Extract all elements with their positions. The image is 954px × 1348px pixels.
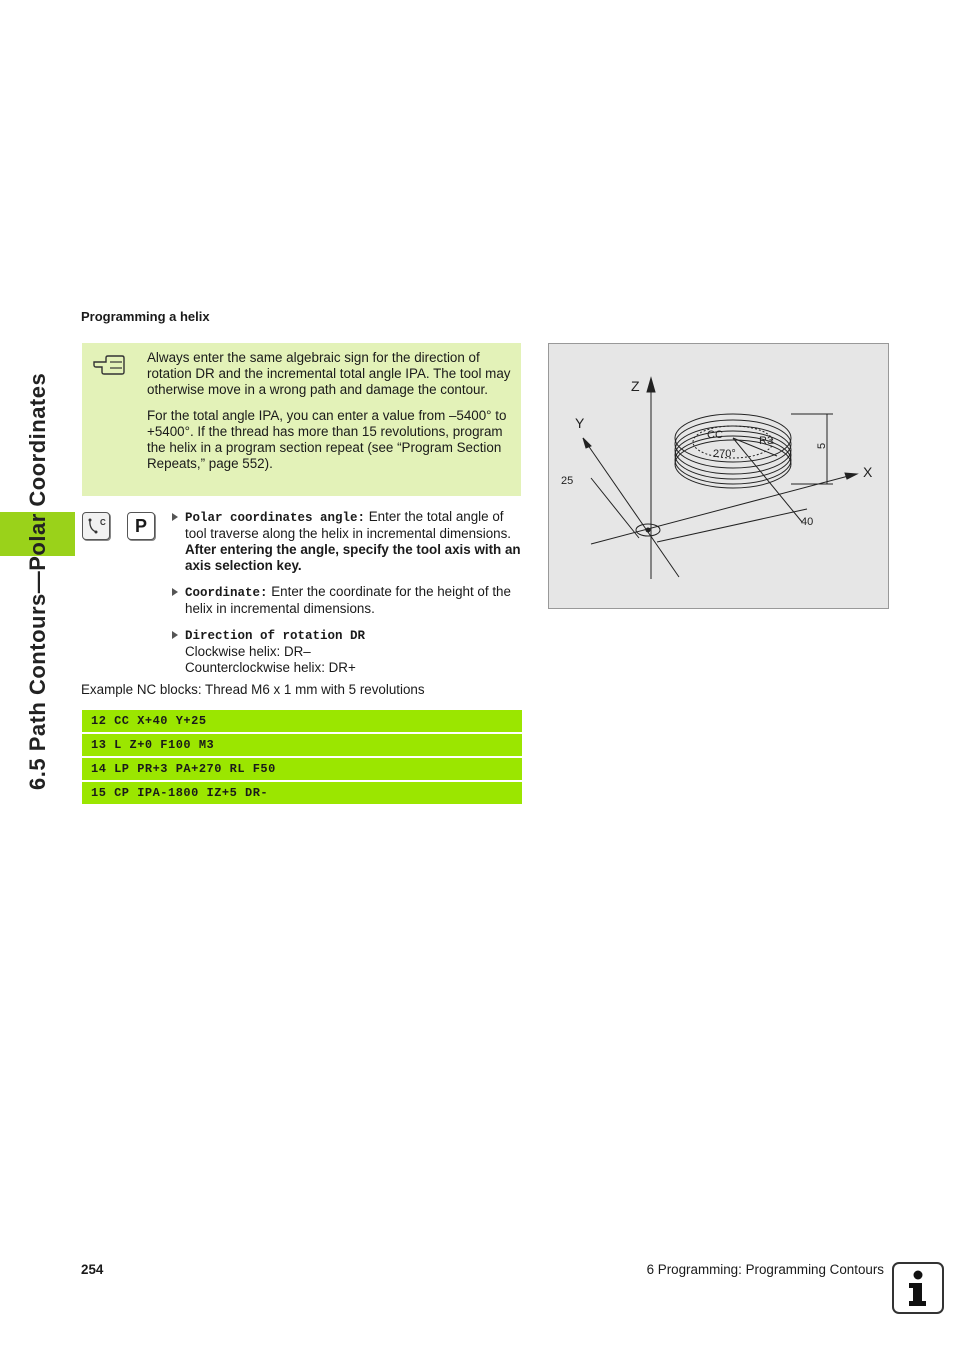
circular-path-key[interactable] <box>82 512 110 540</box>
step-direction <box>172 627 524 676</box>
step-bold-text: After entering the angle, specify the tool axis with an axis selection key. <box>185 542 521 573</box>
page-number: 254 <box>81 1262 104 1277</box>
section-heading: Programming a helix <box>81 309 210 324</box>
polar-key-p[interactable]: P <box>127 512 155 540</box>
cc-leader <box>733 438 802 522</box>
nc-block: 12 CC X+40 Y+25 <box>82 710 522 732</box>
step-term: Polar coordinates angle: <box>185 511 366 525</box>
dim-40-line <box>657 509 807 542</box>
arrow-icon <box>172 513 178 521</box>
nc-block: 15 CP IPA-1800 IZ+5 DR- <box>82 782 522 804</box>
helix-figure <box>548 343 889 609</box>
svg-text:C: C <box>100 518 106 527</box>
note-box <box>82 343 521 496</box>
step-line: Clockwise helix: DR– <box>185 644 311 659</box>
helix-ring <box>675 436 791 484</box>
dim-40-label: 40 <box>801 516 814 528</box>
circular-path-key-icon <box>83 513 109 539</box>
note-paragraph: Always enter the same algebraic sign for the direction of rotation DR and the incremental total angle IPA. The tool may otherwise move in a wrong path and damage the contour. <box>147 350 511 397</box>
info-glyph-icon <box>894 1264 942 1312</box>
step-list <box>172 509 524 686</box>
arrow-icon <box>172 588 178 596</box>
pointing-hand-icon <box>92 353 126 377</box>
z-arrow <box>647 378 655 392</box>
y-arrow <box>583 438 591 448</box>
cc-label: CC <box>707 429 723 441</box>
y-axis <box>583 438 679 577</box>
x-arrow <box>845 473 857 479</box>
axis-y-label: Y <box>575 415 585 431</box>
step-polar-angle <box>172 509 524 574</box>
step-text: Enter the coordinate for the height of the helix in incremental dimensions. <box>185 584 511 616</box>
origin-dot <box>646 528 650 532</box>
side-chapter-title: 6.5 Path Contours—Polar Coordinates <box>25 372 50 790</box>
helix-diagram <box>549 344 888 608</box>
nc-code-list <box>82 710 522 806</box>
step-coordinate <box>172 584 524 617</box>
axis-x-label: X <box>863 464 873 480</box>
example-label: Example NC blocks: Thread M6 x 1 mm with 5 revolutions <box>81 682 425 697</box>
nc-block: 13 L Z+0 F100 M3 <box>82 734 522 756</box>
note-paragraph: For the total angle IPA, you can enter a value from –5400° to +5400°. If the thread has more than 15 revolutions, program the helix in a program section repeat (see “Program Section Repeats,” page 552). <box>147 408 507 471</box>
step-term: Coordinate: <box>185 586 268 600</box>
axis-z-label: Z <box>631 378 640 394</box>
r3-label: R3 <box>759 435 774 447</box>
angle-label: 270° <box>713 448 736 460</box>
step-line: Counterclockwise helix: DR+ <box>185 660 356 675</box>
dim-5-label: 5 <box>816 442 828 449</box>
step-term: Direction of rotation DR <box>185 629 366 643</box>
chapter-footer: 6 Programming: Programming Contours <box>646 1262 884 1277</box>
helix-ring <box>675 420 791 468</box>
info-icon[interactable] <box>892 1262 944 1314</box>
dim-25-label: 25 <box>561 475 574 487</box>
step-text: Enter the total angle of tool traverse along the helix in incremental dimensions. <box>185 509 512 541</box>
nc-block: 14 LP PR+3 PA+270 RL F50 <box>82 758 522 780</box>
arrow-icon <box>172 631 178 639</box>
